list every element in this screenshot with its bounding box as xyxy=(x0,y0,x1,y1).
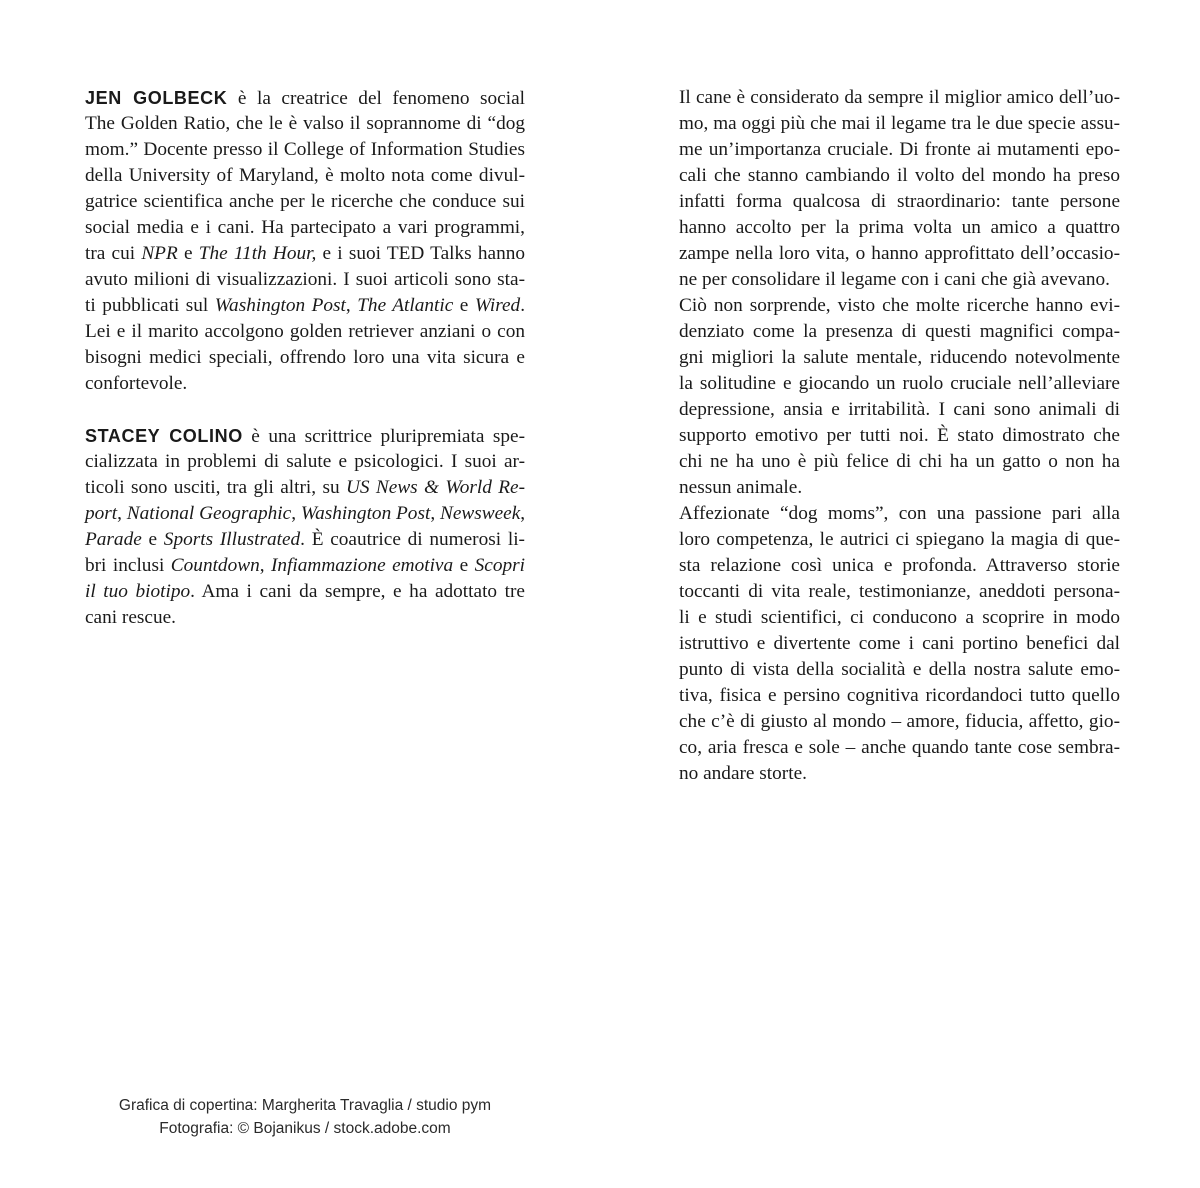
description-line: la solitudine e giocando un ruolo cruciale nell’alleviare xyxy=(679,373,1120,394)
description-line: co, aria fresca e sole – anche quando tante cose sembra- xyxy=(679,737,1120,758)
bio-line: ticoli sono usciti, tra gli altri, su US News & World Re- xyxy=(85,477,525,498)
description-line: denziato come la presenza di questi magnifici compa- xyxy=(679,321,1120,342)
bio-line: confortevole. xyxy=(85,373,188,394)
bio-line: social media e i cani. Ha partecipato a vari programmi, xyxy=(85,217,525,238)
bio-line: port, National Geographic, Washington Post, Newsweek, xyxy=(85,503,526,524)
description-line: loro competenza, le autrici ci spiegano la magia di que- xyxy=(679,529,1120,550)
bio-line: della University of Maryland, è molto nota come divul- xyxy=(85,165,525,186)
bio-line: The Golden Ratio, che le è valso il soprannome di “dog xyxy=(85,113,525,134)
author-bio-golbeck xyxy=(85,85,525,397)
bio-line: bri inclusi Countdown, Infiammazione emotiva e Scopri xyxy=(85,555,525,576)
author-bios-column xyxy=(85,85,525,631)
description-line: cali che stanno cambiando il volto del mondo ha preso xyxy=(679,165,1120,186)
cover-design-credit: Grafica di copertina: Margherita Travaglia / studio pym xyxy=(118,1097,492,1114)
bio-line: avuto milioni di visualizzazioni. I suoi articoli sono sta- xyxy=(85,269,525,290)
paragraph-gap xyxy=(85,397,525,423)
cover-credits xyxy=(110,1094,500,1140)
description-line: ne per consolidare il legame con i cani che già avevano. xyxy=(679,269,1110,290)
description-line: Ciò non sorprende, visto che molte ricerche hanno evi- xyxy=(679,295,1120,316)
description-line: che c’è di giusto al mondo – amore, fiducia, affetto, gio- xyxy=(679,711,1120,732)
author-bio-colino xyxy=(85,423,525,631)
bio-line: STACEY COLINO è una scrittrice pluripremiata spe- xyxy=(85,426,525,447)
bio-line: ti pubblicati sul Washington Post, The Atlantic e Wired. xyxy=(85,295,526,316)
description-line: gni migliori la salute mentale, riducendo notevolmente xyxy=(679,347,1120,368)
bio-line: cani rescue. xyxy=(85,607,176,628)
description-line: supporto emotivo per tutti noi. È stato dimostrato che xyxy=(679,425,1120,446)
bio-line: Lei e il marito accolgono golden retriever anziani o con xyxy=(85,321,525,342)
bio-line: il tuo biotipo. Ama i cani da sempre, e ha adottato tre xyxy=(85,581,525,602)
bio-line: cializzata in problemi di salute e psicologici. I suoi ar- xyxy=(85,451,525,472)
description-line: Il cane è considerato da sempre il miglior amico dell’uo- xyxy=(679,87,1120,108)
description-line: toccanti di vita reale, testimonianze, aneddoti persona- xyxy=(679,581,1120,602)
photo-credit: Fotografia: © Bojanikus / stock.adobe.com xyxy=(159,1120,451,1137)
book-description-column xyxy=(679,85,1120,787)
description-line: infatti forma qualcosa di straordinario: tante persone xyxy=(679,191,1120,212)
description-line: nessun animale. xyxy=(679,477,803,498)
bio-line: JEN GOLBECK è la creatrice del fenomeno social xyxy=(85,88,525,109)
author-name: STACEY COLINO xyxy=(85,426,243,446)
bio-line: gatrice scientifica anche per le ricerche che conduce sui xyxy=(85,191,525,212)
description-line: sta relazione così unica e profonda. Attraverso storie xyxy=(679,555,1120,576)
description-line: Affezionate “dog moms”, con una passione pari alla xyxy=(679,503,1120,524)
description-line: no andare storte. xyxy=(679,763,807,784)
bio-line: bisogni medici speciali, offrendo loro una vita sicura e xyxy=(85,347,525,368)
description-line: hanno accolto per la prima volta un amico a quattro xyxy=(679,217,1120,238)
description-line: zampe nella loro vita, o hanno approfittato dell’occasio- xyxy=(679,243,1120,264)
description-line: istruttivo e divertente come i cani portino benefici dal xyxy=(679,633,1120,654)
description-line: me un’importanza cruciale. Di fronte ai mutamenti epo- xyxy=(679,139,1120,160)
bio-line: Parade e Sports Illustrated. È coautrice di numerosi li- xyxy=(85,529,525,550)
description-line: li e studi scientifici, ci conducono a scoprire in modo xyxy=(679,607,1120,628)
description-line: punto di vista della socialità e della nostra salute emo- xyxy=(679,659,1120,680)
description-line: mo, ma oggi più che mai il legame tra le due specie assu- xyxy=(679,113,1120,134)
bio-line: tra cui NPR e The 11th Hour, e i suoi TED Talks hanno xyxy=(85,243,525,264)
bio-line: mom.” Docente presso il College of Information Studies xyxy=(85,139,525,160)
author-name: JEN GOLBECK xyxy=(85,88,228,108)
description-line: tiva, fisica e persino cognitiva ricordandoci tutto quello xyxy=(679,685,1120,706)
description-line: depressione, ansia e irritabilità. I cani sono animali di xyxy=(679,399,1120,420)
description-line: chi ne ha uno è più felice di chi ha un gatto o non ha xyxy=(679,451,1120,472)
